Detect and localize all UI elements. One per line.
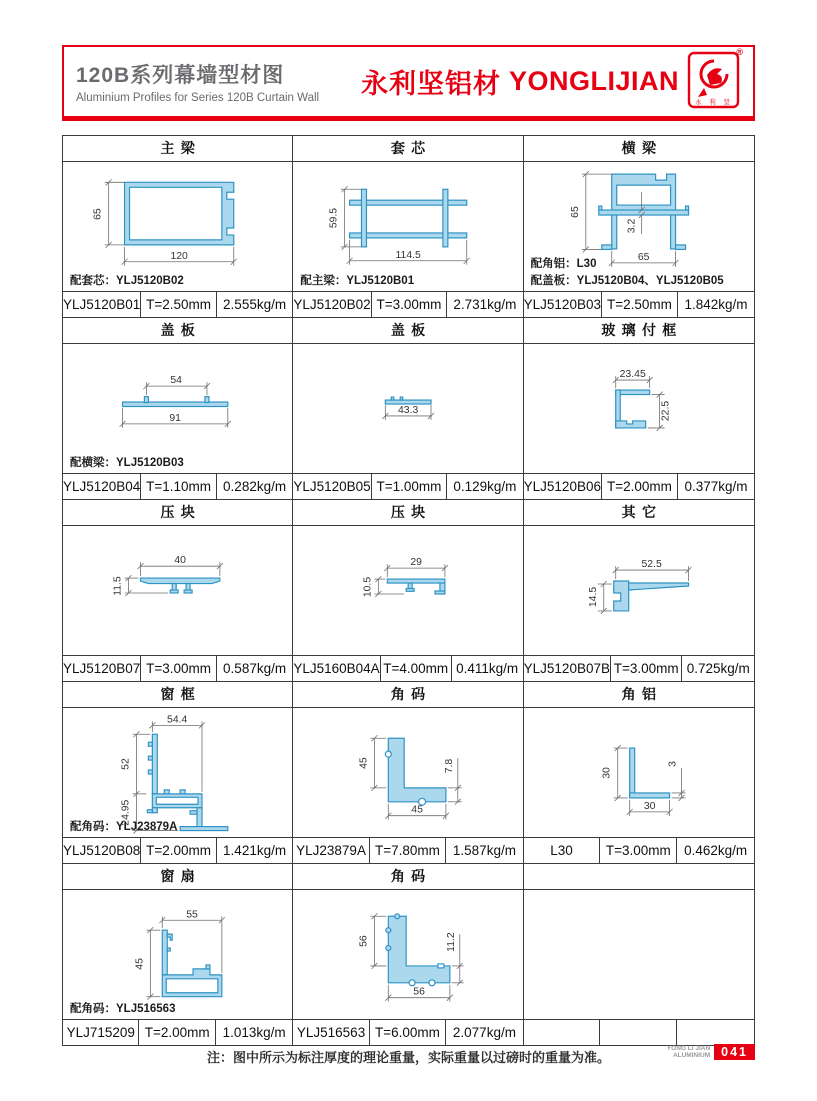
dim-label: 52.5 <box>641 559 662 571</box>
brand-name-en: YONGLIJIAN <box>508 66 679 96</box>
profile-shape <box>615 390 649 428</box>
spec-thickness: T=3.00mm <box>141 656 217 681</box>
spec-thickness: T=4.00mm <box>381 656 452 681</box>
dim-label: 45 <box>134 958 146 970</box>
spec-weight: 0.411kg/m <box>456 661 519 676</box>
dim-label: 114.5 <box>395 249 422 261</box>
glass-subframe-drawing <box>524 344 754 473</box>
dim-label: 22.5 <box>660 400 672 422</box>
dim-label: 30 <box>601 767 613 779</box>
dim-label: 45 <box>411 804 424 816</box>
badge-brand-line2: ALUMINIUM <box>672 1052 711 1059</box>
cell-title: 套芯 <box>293 136 522 162</box>
dim-label: 120 <box>170 250 188 262</box>
spec-thickness: T=2.00mm <box>602 474 678 499</box>
spec-weight: 0.129kg/m <box>453 479 517 494</box>
registered-mark: ® <box>736 46 743 57</box>
spec-thickness <box>600 1020 677 1045</box>
logo-characters: 永 利 坚 <box>694 98 734 106</box>
spec-code: YLJ5120B05 <box>293 474 371 499</box>
profile-drawing-area <box>293 708 522 838</box>
dim-label: 10.5 <box>362 576 374 598</box>
spec-code: YLJ5120B03 <box>524 292 602 317</box>
spec-weight: 0.462kg/m <box>684 843 748 858</box>
page-number: 041 <box>714 1044 755 1060</box>
spec-weight: 2.077kg/m <box>452 1025 516 1040</box>
dim-label: 7.8 <box>444 758 456 774</box>
spec-row <box>293 1020 522 1045</box>
profile-drawing-area <box>63 708 292 838</box>
spec-weight: 1.013kg/m <box>222 1025 286 1040</box>
profile-shape <box>147 734 227 830</box>
dim-label: 3.2 <box>626 218 638 234</box>
note-line: 配套芯：YLJ5120B02 <box>70 275 184 287</box>
profile-drawing-area <box>63 890 292 1020</box>
spec-weight: 1.421kg/m <box>223 843 287 858</box>
page-badge <box>667 1044 755 1060</box>
spec-weight: 1.587kg/m <box>452 843 516 858</box>
cell-title: 角铝 <box>524 682 754 708</box>
spec-row <box>293 838 522 863</box>
dim-label: 54.4 <box>167 714 188 726</box>
profile-drawing-area <box>293 162 522 292</box>
profile-shape <box>386 397 432 404</box>
profile-cell-corner-bracket <box>293 682 523 864</box>
cell-title <box>524 864 754 890</box>
pressure-block-2-drawing <box>293 526 522 655</box>
profile-cell-corner-bracket-2 <box>293 864 523 1045</box>
dim-label: 54 <box>170 375 182 387</box>
spec-row <box>293 292 522 317</box>
profile-cell-window-frame <box>63 682 293 864</box>
profile-shape <box>162 930 222 997</box>
profile-shape <box>386 738 447 805</box>
spec-code: YLJ5120B07 <box>63 656 141 681</box>
dim-label: 45 <box>358 757 370 769</box>
spec-code: YLJ5120B07B <box>524 656 611 681</box>
spec-weight: 2.555kg/m <box>223 297 287 312</box>
spec-row <box>524 292 754 317</box>
spec-row <box>524 838 754 863</box>
dim-label: 52 <box>120 758 132 770</box>
profile-shape <box>613 581 688 611</box>
profile-shape <box>386 914 450 986</box>
spec-thickness: T=3.00mm <box>600 838 677 863</box>
spec-code: YLJ23879A <box>293 838 369 863</box>
dim-label: 29 <box>410 557 423 569</box>
profile-cell-glass-subframe <box>524 318 754 500</box>
spec-thickness: T=2.50mm <box>141 292 217 317</box>
profile-shape <box>140 578 219 593</box>
spec-row <box>63 656 292 681</box>
spec-row <box>524 1020 754 1045</box>
spec-code: YLJ516563 <box>293 1020 369 1045</box>
profile-shape <box>123 397 228 407</box>
other-profile-drawing <box>524 526 754 655</box>
profile-drawing-area <box>63 526 292 656</box>
brand-name-cn: 永利坚铝材 <box>360 69 501 99</box>
cell-title: 角码 <box>293 682 522 708</box>
dim-label: 43.3 <box>398 404 419 416</box>
spec-weight: 0.587kg/m <box>223 661 287 676</box>
spec-row <box>63 1020 292 1045</box>
profile-cell-sleeve-core <box>293 136 523 318</box>
profile-cell-pressure-block <box>63 500 293 682</box>
profile-cell-cross-beam <box>524 136 754 318</box>
dim-label: 24.95 <box>120 799 132 826</box>
profile-cell-window-sash <box>63 864 293 1045</box>
angle-aluminium-drawing <box>524 708 754 837</box>
dim-label: 30 <box>643 800 656 812</box>
cell-title: 主梁 <box>63 136 292 162</box>
profile-drawing-area <box>524 162 754 292</box>
profile-drawing-area <box>293 890 522 1020</box>
spec-row <box>293 656 522 681</box>
dim-label: 91 <box>169 412 181 424</box>
spec-row <box>63 838 292 863</box>
dim-label: 11.5 <box>112 576 124 596</box>
profile-drawing-area <box>293 526 522 656</box>
page-subtitle: Aluminium Profiles for Series 120B Curtain Wall <box>76 92 320 104</box>
dim-label: 40 <box>174 555 186 567</box>
spec-thickness: T=6.00mm <box>370 1020 446 1045</box>
swan-logo-icon <box>687 51 741 113</box>
spec-thickness: T=3.00mm <box>611 656 683 681</box>
dim-label: 65 <box>637 251 650 263</box>
spec-weight: 0.377kg/m <box>684 479 748 494</box>
dim-label: 11.2 <box>446 932 458 952</box>
spec-thickness: T=7.80mm <box>370 838 446 863</box>
spec-weight: 0.725kg/m <box>686 661 750 676</box>
dimension-lines <box>132 721 204 833</box>
profile-shape <box>125 182 234 245</box>
cover-plate-small-drawing <box>293 344 522 473</box>
cell-title: 横梁 <box>524 136 754 162</box>
pressure-block-drawing <box>63 526 292 655</box>
dim-label: 23.45 <box>619 369 646 381</box>
note-line: 配角码：YLJ23879A <box>70 821 178 833</box>
spec-code: YLJ5160B04A <box>293 656 380 681</box>
dim-label: 56 <box>358 935 370 947</box>
profile-cell-pressure-block-2 <box>293 500 523 682</box>
cell-title: 压块 <box>293 500 522 526</box>
dim-label: 65 <box>569 206 581 218</box>
spec-code: YLJ5120B06 <box>524 474 602 499</box>
spec-row <box>293 474 522 499</box>
spec-weight: 0.282kg/m <box>223 479 287 494</box>
footer-note: 注：图中所示为标注厚度的理论重量，实际重量以过磅时的重量为准。 <box>206 1050 610 1065</box>
spec-thickness: T=1.00mm <box>372 474 448 499</box>
brand-block <box>360 46 743 113</box>
corner-bracket-2-drawing <box>293 890 522 1019</box>
spec-code <box>524 1020 601 1045</box>
cell-title: 窗扇 <box>63 864 292 890</box>
spec-thickness: T=1.10mm <box>141 474 217 499</box>
page-title: 120B系列幕墙型材图 <box>76 64 285 87</box>
cell-title: 压块 <box>63 500 292 526</box>
spec-weight <box>677 1020 754 1045</box>
profile-cell-cover-plate <box>63 318 293 500</box>
profile-cell-other <box>524 500 754 682</box>
badge-brand-lines <box>667 1045 710 1060</box>
note-line: 配角码：YLJ516563 <box>70 1003 176 1015</box>
profile-drawing-area <box>524 526 754 656</box>
dim-label: 56 <box>413 986 426 998</box>
spec-row <box>524 474 754 499</box>
spec-thickness: T=2.50mm <box>602 292 678 317</box>
profile-cell-cover-plate-small <box>293 318 523 500</box>
spec-thickness: T=2.00mm <box>139 1020 215 1045</box>
cell-title: 其它 <box>524 500 754 526</box>
header <box>62 45 755 121</box>
profile-drawing-area <box>293 344 522 474</box>
spec-thickness: T=2.00mm <box>141 838 217 863</box>
profiles-table <box>62 135 755 1046</box>
profile-drawing-area <box>524 344 754 474</box>
spec-code: YLJ5120B04 <box>63 474 141 499</box>
note-line: 配横梁：YLJ5120B03 <box>70 457 184 469</box>
badge-brand-line1: YONG LI JIAN <box>666 1044 711 1052</box>
dim-label: 59.5 <box>329 207 341 229</box>
spec-weight: 2.731kg/m <box>453 297 517 312</box>
spec-code: YLJ5120B01 <box>63 292 141 317</box>
spec-row <box>63 474 292 499</box>
profile-shape <box>598 174 688 249</box>
note-line: 配盖板：YLJ5120B04、YLJ5120B05 <box>530 275 724 287</box>
brand-logo <box>687 46 743 113</box>
dimension-lines <box>597 566 691 614</box>
profile-cell-empty <box>524 864 754 1045</box>
cell-title: 窗框 <box>63 682 292 708</box>
profile-drawing-area <box>524 890 754 1020</box>
spec-code: YLJ5120B08 <box>63 838 141 863</box>
profile-shape <box>388 579 446 594</box>
dim-label: 14.5 <box>587 586 599 608</box>
cell-title: 盖板 <box>293 318 522 344</box>
dim-label: 3 <box>667 761 679 767</box>
header-titles <box>76 59 319 104</box>
dim-label: 65 <box>92 208 104 220</box>
spec-code: L30 <box>524 838 601 863</box>
profile-cell-angle-aluminium <box>524 682 754 864</box>
profile-drawing-area <box>63 162 292 292</box>
profile-cell-main-beam <box>63 136 293 318</box>
spec-weight: 1.842kg/m <box>684 297 748 312</box>
spec-code: YLJ5120B02 <box>293 292 371 317</box>
dimension-lines <box>146 916 224 999</box>
cell-title: 盖板 <box>63 318 292 344</box>
corner-bracket-drawing <box>293 708 522 837</box>
note-line: 配角铝：L30 <box>530 258 597 270</box>
spec-row <box>63 292 292 317</box>
profile-shape <box>629 748 669 798</box>
note-line: 配主梁：YLJ5120B01 <box>300 275 415 287</box>
profile-drawing-area <box>63 344 292 474</box>
dim-label: 55 <box>186 909 198 921</box>
cell-title: 玻璃付框 <box>524 318 754 344</box>
cell-title: 角码 <box>293 864 522 890</box>
spec-thickness: T=3.00mm <box>372 292 448 317</box>
spec-row <box>524 656 754 681</box>
profile-shape <box>350 189 467 247</box>
profile-drawing-area <box>524 708 754 838</box>
spec-code: YLJ715209 <box>63 1020 139 1045</box>
